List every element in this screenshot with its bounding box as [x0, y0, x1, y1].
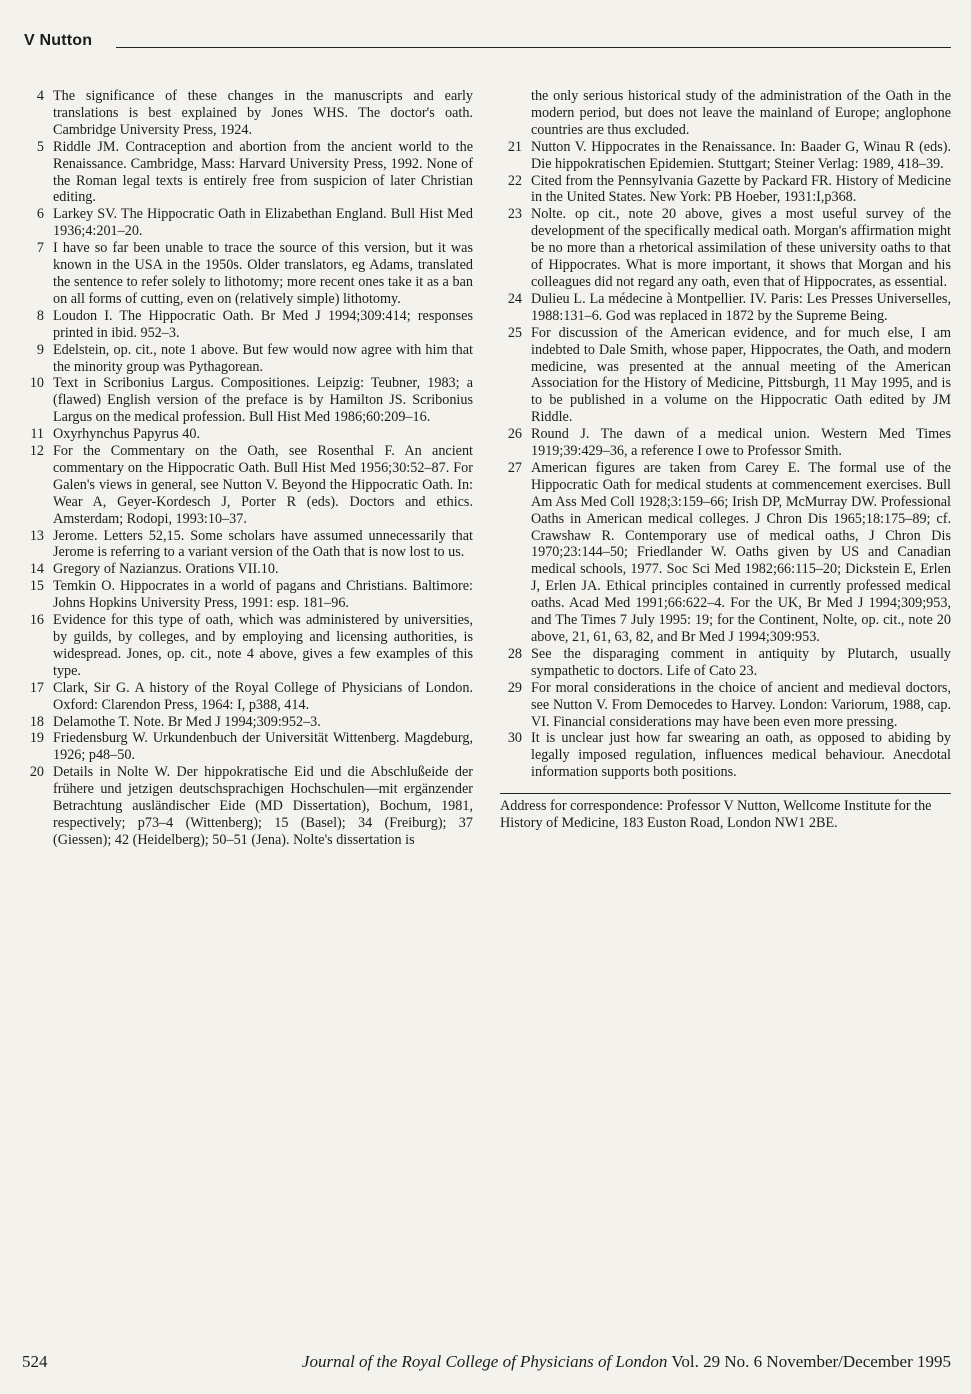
- reference-continuation: the only serious historical study of the administration of the Oath in the modern period, but does not leave the mainland of Europe; anglophone countries are thus excluded.: [531, 88, 951, 138]
- reference-text: Edelstein, op. cit., note 1 above. But few would now agree with him that the minority group was Pythagorean.: [53, 341, 473, 375]
- reference-text: See the disparaging comment in antiquity by Plutarch, usually sympathetic to doctors. Life of Cato 23.: [531, 645, 951, 679]
- reference-item: [22, 139, 473, 207]
- reference-number: 5: [36, 138, 44, 155]
- reference-number: 18: [29, 713, 44, 730]
- reference-number: 16: [29, 612, 44, 629]
- reference-number: 30: [507, 730, 522, 747]
- reference-number: 10: [29, 375, 44, 392]
- reference-text: Details in Nolte W. Der hippokratische Eid und die Abschlußeide der frühere und jetzigen deutschsprachigen Hochschulen—mit ergänzender Betrachtung ausländischer Eide (MD Dissertation), Bochum, 1981, respectively; p73–4 (Wittenberg); 15 (Basel); 34 (Freiburg); 37 (Giessen); 42 (Heidelberg); 50–51 (Jena). Nolte's dissertation is: [53, 764, 473, 848]
- reference-text: Round J. The dawn of a medical union. Western Med Times 1919;39:429–36, a reference I owe to Professor Smith.: [531, 426, 951, 460]
- reference-item: [500, 291, 951, 325]
- reference-number: 25: [507, 324, 522, 341]
- reference-text: Text in Scribonius Largus. Compositiones. Leipzig: Teubner, 1983; a (flawed) English version of the preface is by Hamilton JS. Scribonius Largus on the medical profession. Bull Hist Med 1986;60:209–16.: [53, 375, 473, 426]
- reference-text: The significance of these changes in the manuscripts and early translations is best explained by Jones WHS. The doctor's oath. Cambridge University Press, 1924.: [53, 88, 473, 138]
- reference-number: 21: [507, 138, 522, 155]
- reference-text: Oxyrhynchus Papyrus 40.: [53, 426, 200, 443]
- reference-number: 17: [29, 679, 44, 696]
- reference-text: Nolte. op cit., note 20 above, gives a most useful survey of the development of the specifically medical oath. Morgan's affirmation might be no more than a rhetorical assimilation of these university oaths to that of Hippocrates. What is more important, it shows that Morgan and his colleagues did not regard any oath, even that of Hippocrates, as essential.: [531, 206, 951, 290]
- header-rule: [116, 47, 951, 48]
- reference-item: [500, 460, 951, 646]
- reference-item: [500, 646, 951, 680]
- reference-text: Evidence for this type of oath, which was administered by universities, by guilds, by colleges, and by employing and licensing authorities, is widespread. Jones, op. cit., note 4 above, gives a few examples of this type.: [53, 612, 473, 679]
- reference-text: Loudon I. The Hippocratic Oath. Br Med J 1994;309:414; responses printed in ibid. 952–3.: [53, 307, 473, 341]
- running-header: [24, 30, 951, 56]
- correspondence-address: Address for correspondence: Professor V Nutton, Wellcome Institute for the History of Medicine, 183 Euston Road, London NW1 2BE.: [500, 798, 932, 832]
- reference-item: [22, 426, 473, 443]
- journal-citation: [302, 1352, 951, 1372]
- references-right-column: [500, 88, 951, 832]
- reference-item: [22, 443, 473, 528]
- reference-item: [22, 680, 473, 714]
- reference-text: Temkin O. Hippocrates in a world of pagans and Christians. Baltimore: Johns Hopkins University Press, 1991: esp. 181–96.: [53, 578, 473, 612]
- reference-number: 27: [507, 459, 522, 476]
- reference-number: 23: [507, 206, 522, 223]
- reference-number: 15: [29, 578, 44, 595]
- reference-item: [500, 139, 951, 173]
- reference-item: [500, 730, 951, 781]
- reference-item: [22, 375, 473, 426]
- reference-item: [22, 730, 473, 764]
- reference-text: It is unclear just how far swearing an oath, as opposed to abiding by legally imposed regulation, influences medical behaviour. Anecdotal information supports both positions.: [531, 730, 951, 781]
- reference-text: American figures are taken from Carey E. The formal use of the Hippocratic Oath for medical students at commencement exercises. Bull Am Ass Med Coll 1928;3:159–66; Irish DP, McMurray DW. Professional Oaths in American medical colleges. J Chron Dis 1965;18:175–89; cf. Crawshaw R. Contemporary use of medical oaths, J Chron Dis 1970;23:144–50; Friedlander W. Oaths given by US and Canadian medical schools, 1977. Soc Sci Med 1982;66:115–20; Dickstein E, Erlen J, Erlen JA. Ethical principles contained in currently professed medical oaths. Acad Med 1991;66:622–4. For the UK, Br Med J 1994;309;953, and The Times 7 July 1995: 19; for the Continent, Nolte, op. cit., note 20 above, 21, 61, 63, 82, and Br Med J 1994;309:953.: [531, 459, 951, 645]
- reference-item: [500, 426, 951, 460]
- reference-number: 24: [507, 290, 522, 307]
- reference-text: For moral considerations in the choice of ancient and medieval doctors, see Nutton V. From Democedes to Harvey. London: Variorum, 1988, cap. VI. Financial considerations may have been even more pressing.: [531, 679, 951, 730]
- reference-item: [22, 714, 473, 731]
- reference-item: [22, 240, 473, 308]
- reference-number: 11: [30, 426, 44, 443]
- reference-item: [22, 764, 473, 849]
- reference-text: Dulieu L. La médecine à Montpellier. IV. Paris: Les Presses Universelles, 1988:131–6. God was replaced in 1872 by the Supreme Being.: [531, 290, 951, 324]
- page-footer: [22, 1352, 951, 1376]
- reference-text: Clark, Sir G. A history of the Royal College of Physicians of London. Oxford: Clarendon Press, 1964: I, p388, 414.: [53, 679, 473, 713]
- reference-number: 14: [29, 561, 44, 578]
- reference-item: [22, 88, 473, 139]
- reference-item: [500, 680, 951, 731]
- reference-item: [22, 206, 473, 240]
- reference-text: For the Commentary on the Oath, see Rosenthal F. An ancient commentary on the Hippocratic Oath. Bull Hist Med 1956;30:52–87. For Galen's views in general, see Nutton V. Beyond the Hippocratic Oath. In: Wear A, Geyer-Kordesch J, Porter R (eds). Doctors and ethics. Amsterdam; Rodopi, 1993:10–37.: [53, 443, 473, 527]
- reference-text: Riddle JM. Contraception and abortion from the ancient world to the Renaissance. Cambridge, Mass: Harvard University Press, 1992. None of the Roman legal texts is entirely free from suspicion of later Christian editing.: [53, 138, 473, 206]
- reference-item: [500, 206, 951, 291]
- reference-item: [22, 561, 473, 578]
- address-rule: [500, 793, 951, 794]
- running-header-author: V Nutton: [24, 32, 93, 49]
- page-number: 524: [22, 1352, 48, 1371]
- reference-number: 4: [36, 88, 44, 104]
- reference-number: 13: [29, 527, 44, 544]
- reference-text: Larkey SV. The Hippocratic Oath in Elizabethan England. Bull Hist Med 1936;4:201–20.: [53, 206, 473, 240]
- reference-number: 20: [29, 764, 44, 781]
- reference-text: Delamothe T. Note. Br Med J 1994;309:952–3.: [53, 713, 321, 730]
- reference-number: 26: [507, 426, 522, 443]
- reference-number: 19: [29, 730, 44, 747]
- journal-issue: Vol. 29 No. 6 November/December 1995: [671, 1352, 951, 1371]
- reference-number: 29: [507, 679, 522, 696]
- reference-item: [22, 612, 473, 680]
- reference-number: 9: [36, 341, 44, 358]
- reference-text: Jerome. Letters 52,15. Some scholars have assumed unnecessarily that Jerome is referring to a variant version of the Oath that is now lost to us.: [53, 527, 473, 561]
- reference-number: 7: [36, 240, 44, 257]
- reference-number: 22: [507, 172, 522, 189]
- reference-item: [22, 528, 473, 562]
- journal-title: Journal of the Royal College of Physicians of London: [301, 1352, 668, 1371]
- reference-number: 8: [36, 307, 44, 324]
- reference-text: Friedensburg W. Urkundenbuch der Universität Wittenberg. Magdeburg, 1926; p48–50.: [53, 730, 473, 764]
- reference-text: I have so far been unable to trace the source of this version, but it was known in the USA in the 1950s. Older translators, eg Adams, translated the sentence to refer solely to lithotomy; more recent ones take it as a ban on all forms of cutting, even on (relatively simple) lithotomy.: [53, 240, 473, 307]
- reference-item: [22, 308, 473, 342]
- reference-item: [22, 578, 473, 612]
- reference-number: 28: [507, 645, 522, 662]
- references-left-column: [22, 88, 473, 849]
- reference-item: [22, 342, 473, 376]
- reference-text: Gregory of Nazianzus. Orations VII.10.: [53, 561, 279, 578]
- reference-item: [500, 325, 951, 426]
- reference-number: 12: [29, 443, 44, 460]
- reference-text: Nutton V. Hippocrates in the Renaissance. In: Baader G, Winau R (eds). Die hippokratischen Epidemien. Stuttgart; Steiner Verlag: 1989, 418–39.: [531, 138, 951, 172]
- reference-item: [500, 173, 951, 207]
- reference-text: Cited from the Pennsylvania Gazette by Packard FR. History of Medicine in the United States. New York: PB Hoeber, 1931:I,p368.: [531, 172, 951, 206]
- reference-text: For discussion of the American evidence, and for much else, I am indebted to Dale Smith, whose paper, Hippocrates, the Oath, and modern medicine, was presented at the annual meeting of the American Association for the History of Medicine, Pittsburgh, 11 May 1995, and is to be published in a volume on the Hippocratic Oath edited by JM Riddle.: [531, 324, 951, 426]
- reference-number: 6: [36, 206, 44, 223]
